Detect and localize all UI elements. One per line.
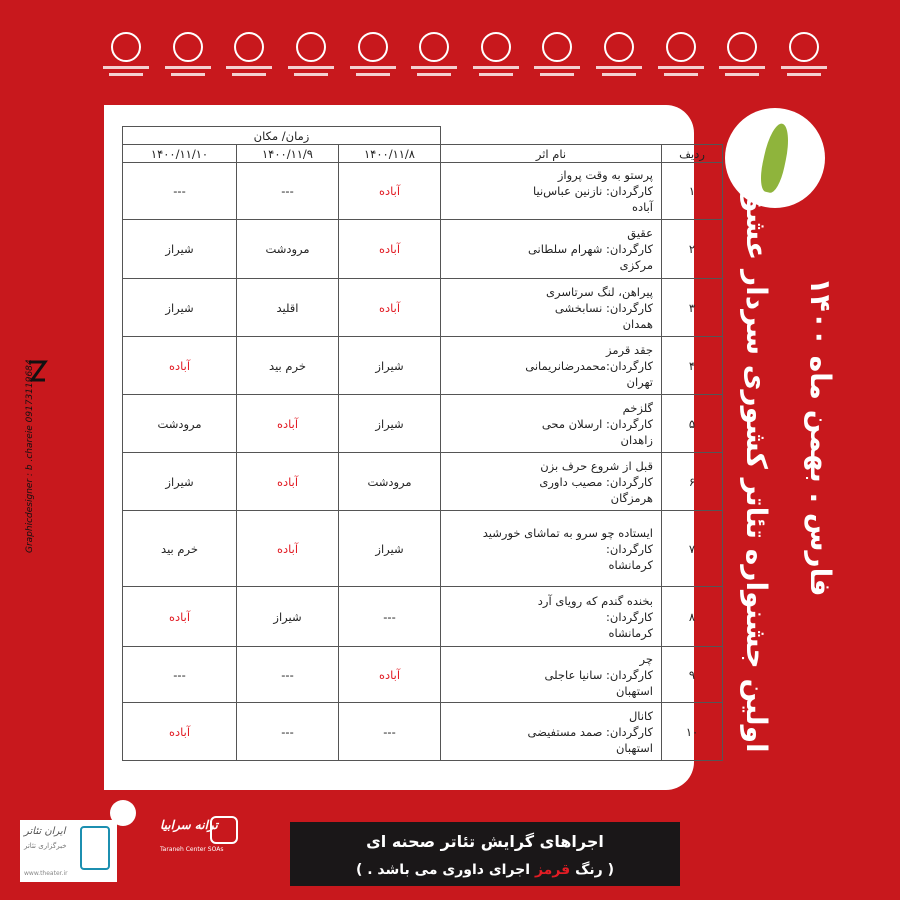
venue-cell: --- bbox=[237, 703, 339, 761]
row-number: ۴ bbox=[662, 337, 723, 395]
work-cell bbox=[441, 703, 662, 761]
table-row bbox=[123, 279, 723, 337]
table-row bbox=[123, 511, 723, 587]
work-title: پرستو به وقت پرواز bbox=[557, 168, 653, 182]
work-cell bbox=[441, 163, 662, 220]
table-row bbox=[123, 220, 723, 279]
work-director: کارگردان: سانیا عاجلی bbox=[544, 667, 653, 682]
table-row bbox=[123, 647, 723, 703]
sponsor-logo bbox=[593, 32, 645, 98]
sponsor-logo bbox=[347, 32, 399, 98]
taraneh-logo: ترانه سرابیا Taraneh Center SOAs bbox=[160, 812, 245, 862]
sponsor-logo bbox=[716, 32, 768, 98]
work-cell bbox=[441, 220, 662, 279]
venue-cell: شیراز bbox=[123, 279, 237, 337]
designer-credit: Graphicdesigner : b .chareie 09173119684 bbox=[25, 359, 35, 553]
work-cell bbox=[441, 587, 662, 647]
row-number: ۱ bbox=[662, 163, 723, 220]
sponsor-logo bbox=[100, 32, 152, 98]
work-city: مرکزی bbox=[619, 258, 653, 272]
iran-theater-logo: ایران تئاتر خبرگزاری تئاتر www.theater.ir bbox=[20, 820, 117, 882]
venue-cell: شیراز bbox=[237, 587, 339, 647]
venue-cell: --- bbox=[339, 587, 441, 647]
venue-cell: خرم بید bbox=[123, 511, 237, 587]
schedule-rows bbox=[123, 163, 723, 761]
schedule-table bbox=[122, 126, 723, 761]
work-director: کارگردان: مصیب داوری bbox=[539, 474, 653, 489]
venue-cell: آباده bbox=[123, 337, 237, 395]
work-cell bbox=[441, 647, 662, 703]
table-row bbox=[123, 395, 723, 453]
work-cell bbox=[441, 279, 662, 337]
date-header: ۱۴۰۰/۱۱/۸ bbox=[339, 145, 441, 163]
work-title: قبل از شروع حرف بزن bbox=[540, 458, 653, 473]
work-title: گلزخم bbox=[622, 400, 653, 415]
venue-cell: مرودشت bbox=[237, 220, 339, 279]
row-number: ۵ bbox=[662, 395, 723, 453]
work-title: کانال bbox=[628, 708, 653, 723]
venue-cell: آباده bbox=[339, 279, 441, 337]
venue-cell: آباده bbox=[123, 703, 237, 761]
venue-cell: آباده bbox=[339, 220, 441, 279]
venue-cell: --- bbox=[339, 703, 441, 761]
sponsor-logos bbox=[100, 30, 830, 100]
work-director: کارگردان: bbox=[606, 609, 653, 624]
work-title: پیراهن، لنگ سرتاسری bbox=[546, 284, 653, 299]
row-number: ۲ bbox=[662, 220, 723, 279]
venue-cell: مرودشت bbox=[123, 395, 237, 453]
venue-cell: شیراز bbox=[339, 395, 441, 453]
work-title: جقد قرمز bbox=[606, 342, 653, 357]
row-number: ۱۰ bbox=[662, 703, 723, 761]
venue-cell: --- bbox=[123, 163, 237, 220]
work-director: کارگردان: ارسلان محی bbox=[541, 416, 653, 431]
table-row bbox=[123, 587, 723, 647]
venue-cell: آباده bbox=[237, 395, 339, 453]
date-header: ۱۴۰۰/۱۱/۹ bbox=[237, 145, 339, 163]
table-row bbox=[123, 163, 723, 220]
venue-cell: آباده bbox=[339, 647, 441, 703]
venue-cell: آباده bbox=[237, 453, 339, 511]
work-director: کارگردان: نسابخشی bbox=[554, 300, 653, 315]
work-director: کارگردان: صمد مستفیضی bbox=[527, 724, 653, 739]
venue-cell: شیراز bbox=[339, 337, 441, 395]
work-city: کرمانشاه bbox=[608, 625, 653, 640]
venue-cell: شیراز bbox=[123, 220, 237, 279]
date-header: ۱۴۰۰/۱۱/۱۰ bbox=[123, 145, 237, 163]
festival-title: اولین جشنواره تئاتر کشوری سردار عشق bbox=[740, 187, 773, 753]
venue-cell: اقلید bbox=[237, 279, 339, 337]
row-number: ۹ bbox=[662, 647, 723, 703]
sponsor-logo bbox=[470, 32, 522, 98]
time-place-header: زمان/ مکان bbox=[123, 127, 441, 145]
venue-cell: --- bbox=[237, 163, 339, 220]
work-city: زاهدان bbox=[620, 432, 653, 447]
work-director: کارگردان: bbox=[606, 541, 653, 556]
venue-cell: آباده bbox=[123, 587, 237, 647]
festival-date: فارس . بهمن ماه ۱۴۰۰ bbox=[804, 277, 837, 597]
work-cell bbox=[441, 395, 662, 453]
work-title: ایستاده چو سرو به تماشای خورشید bbox=[482, 525, 653, 540]
row-number: ۸ bbox=[662, 587, 723, 647]
row-number: ۶ bbox=[662, 453, 723, 511]
table-row bbox=[123, 703, 723, 761]
sponsor-logo bbox=[162, 32, 214, 98]
row-number: ۳ bbox=[662, 279, 723, 337]
work-cell bbox=[441, 511, 662, 587]
venue-cell: آباده bbox=[237, 511, 339, 587]
work-city: هرمزگان bbox=[610, 490, 653, 505]
work-city: استهبان bbox=[615, 683, 653, 698]
venue-cell: مرودشت bbox=[339, 453, 441, 511]
work-director: کارگردان: شهرام سلطانی bbox=[527, 242, 653, 256]
venue-cell: --- bbox=[123, 647, 237, 703]
footer-line-1: اجراهای گرایش تئاتر صحنه ای bbox=[366, 832, 604, 851]
work-title: چر bbox=[639, 651, 653, 666]
work-city: آباده bbox=[631, 200, 653, 214]
work-header: نام اثر bbox=[441, 145, 662, 163]
work-title: عقیق bbox=[627, 226, 653, 240]
row-number: ۷ bbox=[662, 511, 723, 587]
table-row bbox=[123, 337, 723, 395]
row-number-header: ردیف bbox=[662, 145, 723, 163]
venue-cell: خرم بید bbox=[237, 337, 339, 395]
venue-cell: شیراز bbox=[339, 511, 441, 587]
work-cell bbox=[441, 453, 662, 511]
venue-cell: --- bbox=[237, 647, 339, 703]
theater-emblem-icon bbox=[80, 826, 110, 870]
work-city: تهران bbox=[626, 374, 653, 389]
sponsor-logo bbox=[778, 32, 830, 98]
work-cell bbox=[441, 337, 662, 395]
work-title: بخنده گندم که رویای آرد bbox=[537, 593, 653, 608]
table-row bbox=[123, 453, 723, 511]
sponsor-logo bbox=[655, 32, 707, 98]
work-director: کارگردان: نازنین عباس‌نیا bbox=[532, 184, 653, 198]
footer-line-2: ( رنگ قرمز اجرای داوری می باشد . ) bbox=[355, 862, 615, 878]
work-city: کرمانشاه bbox=[608, 557, 653, 572]
work-city: همدان bbox=[622, 316, 653, 331]
venue-cell: شیراز bbox=[123, 453, 237, 511]
venue-cell: آباده bbox=[339, 163, 441, 220]
sponsor-logo bbox=[408, 32, 460, 98]
sponsor-logo bbox=[531, 32, 583, 98]
work-director: کارگردان:محمدرضانریمانی bbox=[525, 358, 653, 373]
work-city: استهبان bbox=[615, 740, 653, 755]
sponsor-logo bbox=[285, 32, 337, 98]
red-legend: قرمز bbox=[534, 862, 571, 878]
sponsor-logo bbox=[223, 32, 275, 98]
